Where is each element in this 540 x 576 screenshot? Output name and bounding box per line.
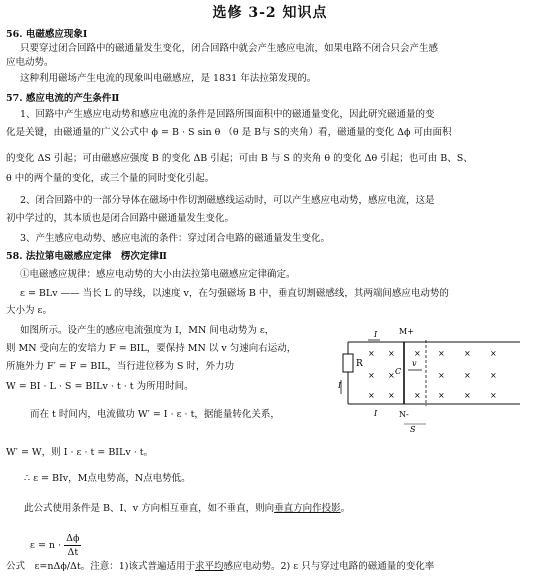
magnetic-field-marks — [368, 349, 497, 400]
field-mark: × — [388, 371, 395, 380]
s56-para2: 这种利用磁场产生电流的现象叫电磁感应，是 1831 年法拉第发现的。 — [20, 73, 317, 84]
s57-para1-line1: 1、回路中产生感应电动势和感应电流的条件是回路所围面积中的磁通量变化，因此研究磁通量的变 — [20, 109, 435, 120]
s58-condition-end: 。 — [340, 503, 351, 514]
s58-rule1: ①电磁感应规律：感应电动势的大小由法拉第电磁感应定律确定。 — [20, 269, 296, 280]
field-mark: × — [414, 391, 421, 400]
field-mark: × — [414, 349, 421, 358]
s56-para1-line2: 应电动势。 — [6, 57, 54, 68]
field-mark: × — [368, 391, 375, 400]
s58-derivation-line1: 如图所示。设产生的感应电流强度为 I，MN 间电动势为 ε， — [20, 325, 275, 336]
s57-para2-line1: 2、闭合回路中的一部分导体在磁场中作切割磁感线运动时，可以产生感应电动势，感应电流，这是 — [20, 195, 435, 206]
field-mark: × — [368, 349, 375, 358]
label-c: C — [395, 367, 402, 376]
s57-para1-line3: 的变化 ΔS 引起；可由磁感应强度 B 的变化 ΔB 引起；可由 B 与 S 的夹角 θ 的变化 Δθ 引起；也可由 B、S、 — [6, 153, 473, 164]
s58-formula-line2: 大小为 ε。 — [6, 305, 52, 316]
fraction-numerator: Δϕ — [66, 533, 80, 544]
resistor — [343, 354, 353, 372]
current-label-left: I — [338, 381, 342, 390]
s58-condition-underlined: 垂直方向作投影 — [274, 503, 341, 514]
section-57-heading: 57. 感应电流的产生条件Ⅱ — [6, 93, 120, 104]
field-mark: × — [438, 349, 445, 358]
final-line-underlined: 求平均 — [194, 561, 224, 572]
s58-derivation-line6: W′ = W，则 I · ε · t = BILv · t。 — [6, 447, 154, 458]
field-mark: × — [490, 371, 497, 380]
section-58-heading: 58. 法拉第电磁感应定律 楞次定律Ⅱ — [6, 251, 167, 262]
faraday-fraction — [64, 532, 81, 559]
fraction-denominator: Δt — [67, 547, 79, 558]
field-mark: × — [438, 371, 445, 380]
s58-derivation-line2: 则 MN 受向左的安培力 F = BIL，要保持 MN 以 v 匀速向右运动， — [6, 343, 297, 354]
final-line-text-a: 公式 ε=nΔϕ/Δt。注意：1)该式普遍适用于 — [6, 561, 195, 572]
s58-formula-line1: ε = BLv —— 当长 L 的导线，以速度 v，在匀强磁场 B 中，垂直切割磁感线，其两端间感应电动势的 — [20, 288, 449, 299]
field-mark: × — [464, 391, 471, 400]
resistor-label: R — [356, 359, 363, 369]
field-mark: × — [438, 391, 445, 400]
s57-para2-line2: 初中学过的，其本质也是闭合回路中磁通量发生变化。 — [6, 213, 235, 224]
s58-derivation-line3: 所施外力 F′ = F = BIL，当行进位移为 S 时，外力功 — [6, 361, 234, 372]
section-56-heading: 56. 电磁感应现象Ⅰ — [6, 29, 88, 40]
field-mark: × — [490, 391, 497, 400]
current-label-top: I — [374, 330, 378, 339]
field-mark: × — [388, 391, 395, 400]
label-m: M+ — [399, 327, 414, 336]
current-label-bottom: I — [374, 409, 378, 418]
s57-para1-line4: θ 中的两个量的变化，或三个量的同时变化引起。 — [6, 173, 215, 184]
s58-derivation-line4: W = BI · L · S = BILv · t · t 为所用时间。 — [6, 381, 194, 392]
s58-derivation-line5: 而在 t 时间内，电流做功 W′ = I · ε · t，据能量转化关系， — [30, 409, 280, 420]
faraday-formula-prefix: ε = n · — [30, 540, 62, 551]
field-mark: × — [388, 349, 395, 358]
label-n: N- — [399, 410, 409, 419]
displacement-label: S — [410, 425, 416, 434]
page-title: 选修 3-2 知识点 — [212, 5, 328, 21]
field-mark: × — [368, 371, 375, 380]
final-line-text-b: 感应电动势。2) ε 只与穿过电路的磁通量的变化率 — [223, 561, 435, 572]
circuit-diagram — [338, 320, 528, 436]
s58-final-line — [6, 560, 434, 574]
field-mark: × — [490, 349, 497, 358]
field-mark: × — [464, 349, 471, 358]
s58-condition-text: 此公式使用条件是 B、I、v 方向相互垂直，如不垂直，则向 — [24, 503, 275, 514]
faraday-formula — [30, 532, 81, 559]
s57-para1-line2: 化是关键，由磁通量的广义公式中 ϕ = B · S sin θ （θ 是 B与 S的夹角）看，磁通量的变化 Δϕ 可由面积 — [6, 127, 452, 138]
s56-para1-line1: 只要穿过闭合回路中的磁通量发生变化，闭合回路中就会产生感应电流，如果电路不闭合只会产生感 — [20, 43, 439, 54]
s58-condition — [24, 502, 350, 516]
s58-conclusion: ∴ ε = BIv，M点电势高，N点电势低。 — [24, 473, 191, 484]
velocity-label: v — [412, 359, 417, 368]
field-mark: × — [464, 371, 471, 380]
s57-para3: 3、产生感应电动势、感应电流的条件：穿过闭合电路的磁通量发生变化。 — [20, 233, 331, 244]
